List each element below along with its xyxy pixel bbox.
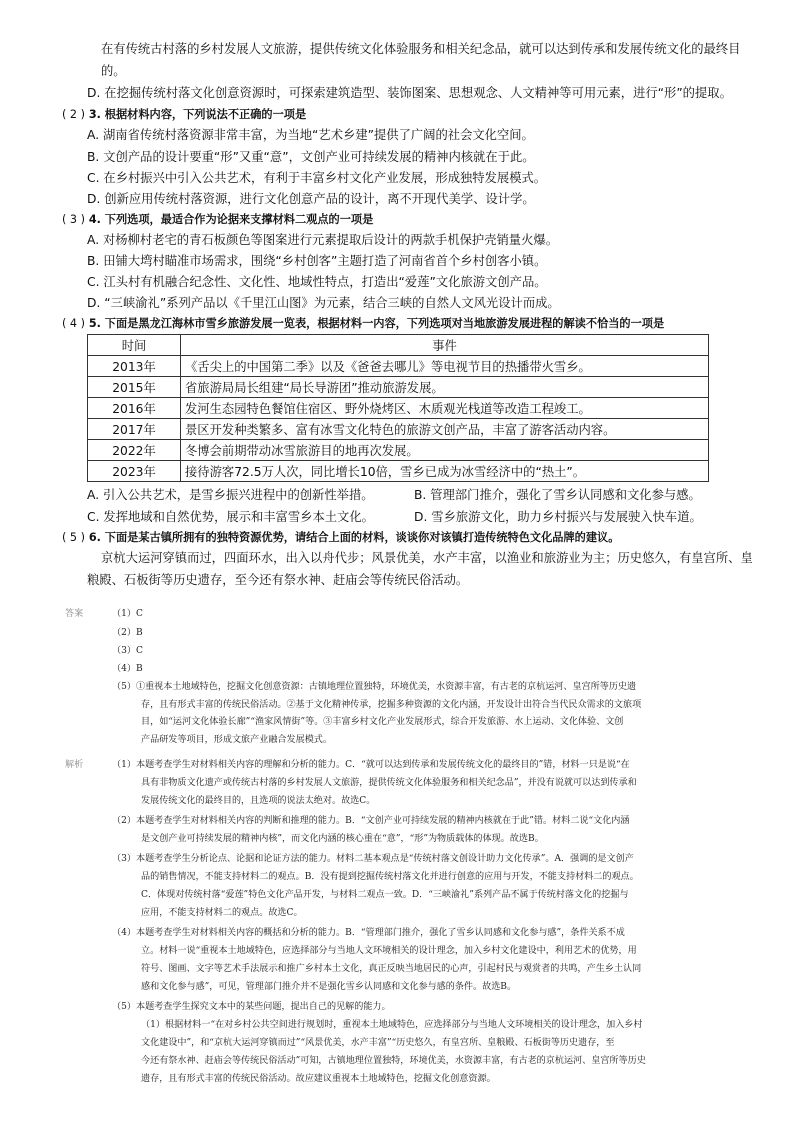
prev-option-d: D. 在挖掘传统村落文化创意资源时，可探索建筑造型、装饰图案、思想观念、人文精神等可用元素，进行“形”的提取。 <box>87 86 732 100</box>
snow-town-timeline-table <box>87 334 709 482</box>
analysis-5-line4: 今还有祭水神、赶庙会等传统民俗活动”可知，古镇地理位置独特，环境优美，水资源丰富，有古老的京杭运河、皇宫所等历史 <box>141 1056 646 1066</box>
analysis-5-line5: 遗存，且有形式丰富的传统民俗活动。故应建议重视本土地域特色，挖掘文化创意资源。 <box>141 1074 496 1084</box>
table-cell-event: 发河生态园特色餐馆住宿区、野外烧烤区、木质观光栈道等改造工程竣工。 <box>181 398 709 419</box>
table-cell-year: 2017年 <box>88 419 181 440</box>
table-cell-event: 冬博会前期带动冰雪旅游目的地再次发展。 <box>181 440 709 461</box>
question-4-option-c: C. 江头村有机融合纪念性、文化性、地域性特点，打造出“爱莲”文化旅游文创产品。 <box>87 275 547 289</box>
answer-2: （2）B <box>112 628 143 638</box>
analysis-1-line2: 具有非物质文化遗产或传统古村落的乡村发展人文旅游，提供传统文化体验服务和相关纪念品”，并没有说就可以达到传承和 <box>141 778 637 788</box>
answer-5-line4: 产品研发等项目，形成文旅产业融合发展模式。 <box>141 735 332 745</box>
table-header-row <box>88 335 709 356</box>
analysis-3-line1: （3）本题考查学生分析论点、论据和论证方法的能力。材料二基本观点是“传统村落文创设计助力文化传承”。A．强调的是文创产 <box>112 854 634 864</box>
table-row <box>88 461 709 482</box>
answer-1: （1）C <box>112 609 143 619</box>
analysis-label: 解析 <box>65 760 84 770</box>
table-row <box>88 356 709 377</box>
question-6-material-line1: 京杭大运河穿镇而过，四面环水，出入以舟代步；风景优美，水产丰富，以渔业和旅游业为主；历史悠久，有皇宫所、皇 <box>101 551 753 565</box>
table-cell-event: 《舌尖上的中国第二季》以及《爸爸去哪儿》等电视节目的热播带火雪乡。 <box>181 356 709 377</box>
analysis-5-line1: （5）本题考查学生探究文本中的某些问题，提出自己的见解的能力。 <box>112 1002 391 1012</box>
answer-3: （3）C <box>112 646 143 656</box>
answer-label: 答案 <box>65 609 84 619</box>
table-row <box>88 377 709 398</box>
analysis-5-line2: （1）根据材料一“在对乡村公共空间进行规划时，重视本土地域特色，应选择部分与当地人文环境相关的设计理念，加入乡村 <box>141 1020 643 1030</box>
analysis-4-line2: 立。材料一说“重视本土地域特色，应选择部分与当地人文环境相关的设计理念，加入乡村文化建设中，利用艺术的优势，用 <box>141 946 637 956</box>
question-5-stem: ( 4 ) 5. 下面是黑龙江海林市雪乡旅游发展一览表，根据材料一内容，下列选项对当地旅游发展进程的解读不恰当的一项是 <box>62 317 665 330</box>
table-cell-year: 2016年 <box>88 398 181 419</box>
analysis-3-line4: 应用，不能支持材料二的观点。故选C。 <box>141 908 303 918</box>
analysis-1-line1: （1）本题考查学生对材料相关内容的理解和分析的能力。C．“就可以达到传承和发展传统文化的最终目的”错，材料一只是说“在 <box>112 760 630 770</box>
question-6-stem: ( 5 ) 6. 下面是某古镇所拥有的独特资源优势，请结合上面的材料，谈谈你对该镇打造传统特色文化品牌的建议。 <box>62 531 620 544</box>
question-5-option-c: C. 发挥地域和自然优势，展示和丰富雪乡本土文化。 <box>87 510 374 524</box>
prev-option-c-line2: 的。 <box>101 64 126 78</box>
analysis-2-line1: （2）本题考查学生对材料相关内容的判断和推理的能力。B．“文创产业可持续发展的精神内核就在于此”错。材料二说“文化内涵 <box>112 816 630 826</box>
analysis-3-line3: C．体现对传统村落“爱莲”特色文化产品开发，与材料二观点一致。D．“三峡渝礼”系列产品不属于传统村落文化的挖掘与 <box>141 890 629 900</box>
answer-4: （4）B <box>112 664 143 674</box>
prev-option-c-line1: 在有传统古村落的乡村发展人文旅游，提供传统文化体验服务和相关纪念品，就可以达到传承和发展传统文化的最终目 <box>101 42 741 56</box>
table-cell-year: 2023年 <box>88 461 181 482</box>
question-4-option-a: A. 对杨柳村老宅的青石板颜色等图案进行元素提取后设计的两款手机保护壳销量火爆。 <box>87 233 558 247</box>
table-cell-event: 省旅游局局长组建“局长导游团”推动旅游发展。 <box>181 377 709 398</box>
analysis-4-line3: 符号、图画、文字等艺术手法展示和推广乡村本土文化，真正反映当地居民的心声，引起村民与观赏者的共鸣，产生乡土认同 <box>141 964 642 974</box>
analysis-1-line3: 发展传统文化的最终目的，且选项的说法太绝对。故选C。 <box>141 796 376 806</box>
table-cell-event: 景区开发种类繁多、富有冰雪文化特色的旅游文创产品，丰富了游客活动内容。 <box>181 419 709 440</box>
question-3-option-a: A. 湖南省传统村落资源非常丰富，为当地“艺术乡建”提供了广阔的社会文化空间。 <box>87 128 534 142</box>
question-5-option-a: A. 引入公共艺术，是雪乡振兴进程中的创新性举措。 <box>87 488 374 502</box>
analysis-3-line2: 品的销售情况，不能支持材料二的观点。B．没有提到挖掘传统村落文化并进行创意的应用与开发，不能支持材料二的观点。 <box>141 872 639 882</box>
analysis-4-line4: 感和文化参与感”，可见，管理部门推介并不是强化雪乡认同感和文化参与感的条件。故选B。 <box>141 982 517 992</box>
analysis-2-line2: 是文创产业可持续发展的精神内核”，而文化内涵的核心重在“意”，“形”为物质载体的体现。故选B。 <box>141 834 544 844</box>
table-cell-year: 2015年 <box>88 377 181 398</box>
question-5-option-b: B. 管理部门推介，强化了雪乡认同感和文化参与感。 <box>414 488 701 502</box>
question-4-stem: ( 3 ) 4. 下列选项，最适合作为论据来支撑材料二观点的一项是 <box>62 213 374 226</box>
question-5-option-d: D. 雪乡旅游文化，助力乡村振兴与发展驶入快车道。 <box>414 510 702 524</box>
table-cell-year: 2022年 <box>88 440 181 461</box>
question-3-option-c: C. 在乡村振兴中引入公共艺术，有利于丰富乡村文化产业发展，形成独特发展模式。 <box>87 171 547 185</box>
table-row <box>88 440 709 461</box>
answer-5-line2: 存，且有形式丰富的传统民俗活动。②基于文化精神传承，挖掘多种资源的文化内涵，开发设计出符合当代民众需求的文旅项 <box>141 700 642 710</box>
question-4-option-b: B. 田铺大塆村瞄准市场需求，围绕“乡村创客”主题打造了河南省首个乡村创客小镇。 <box>87 254 547 268</box>
question-3-option-b: B. 文创产品的设计要重“形”又重“意”，文创产业可持续发展的精神内核就在于此。 <box>87 150 535 164</box>
table-row <box>88 398 709 419</box>
table-cell-year: 2013年 <box>88 356 181 377</box>
question-3-stem: ( 2 ) 3. 根据材料内容，下列说法不正确的一项是 <box>62 108 307 121</box>
question-4-option-d: D. “三峡渝礼”系列产品以《千里江山图》为元素，结合三峡的自然人文风光设计而成。 <box>87 296 560 310</box>
table-cell-event: 接待游客72.5万人次，同比增长10倍，雪乡已成为冰雪经济中的“热土”。 <box>181 461 709 482</box>
table-header-time: 时间 <box>88 335 181 356</box>
question-6-material-line2: 粮殿、石板街等历史遗存，至今还有祭水神、赶庙会等传统民俗活动。 <box>87 573 469 587</box>
answer-5-line3: 目，如“运河文化体验长廊”“渔家风情街”等。③丰富乡村文化产业发展形式，综合开发旅游、水上运动、文化体验、文创 <box>141 717 624 727</box>
table-header-event: 事件 <box>181 335 709 356</box>
table-row <box>88 419 709 440</box>
analysis-4-line1: （4）本题考查学生对材料相关内容的概括和分析的能力。B．“管理部门推介，强化了雪乡认同感和文化参与感”，条件关系不成 <box>112 928 625 938</box>
analysis-5-line3: 文化建设中”，和“京杭大运河穿镇而过”“风景优美，水产丰富”“历史悠久，有皇宫所、皇粮殿、石板街等历史遗存，至 <box>141 1038 615 1048</box>
answer-5-line1: （5）①重视本土地域特色，挖掘文化创意资源：古镇地理位置独特，环境优美，水资源丰富，有古老的京杭运河、皇宫所等历史遗 <box>112 682 637 692</box>
question-3-option-d: D. 创新应用传统村落资源，进行文化创意产品的设计，离不开现代美学、设计学。 <box>87 192 535 206</box>
